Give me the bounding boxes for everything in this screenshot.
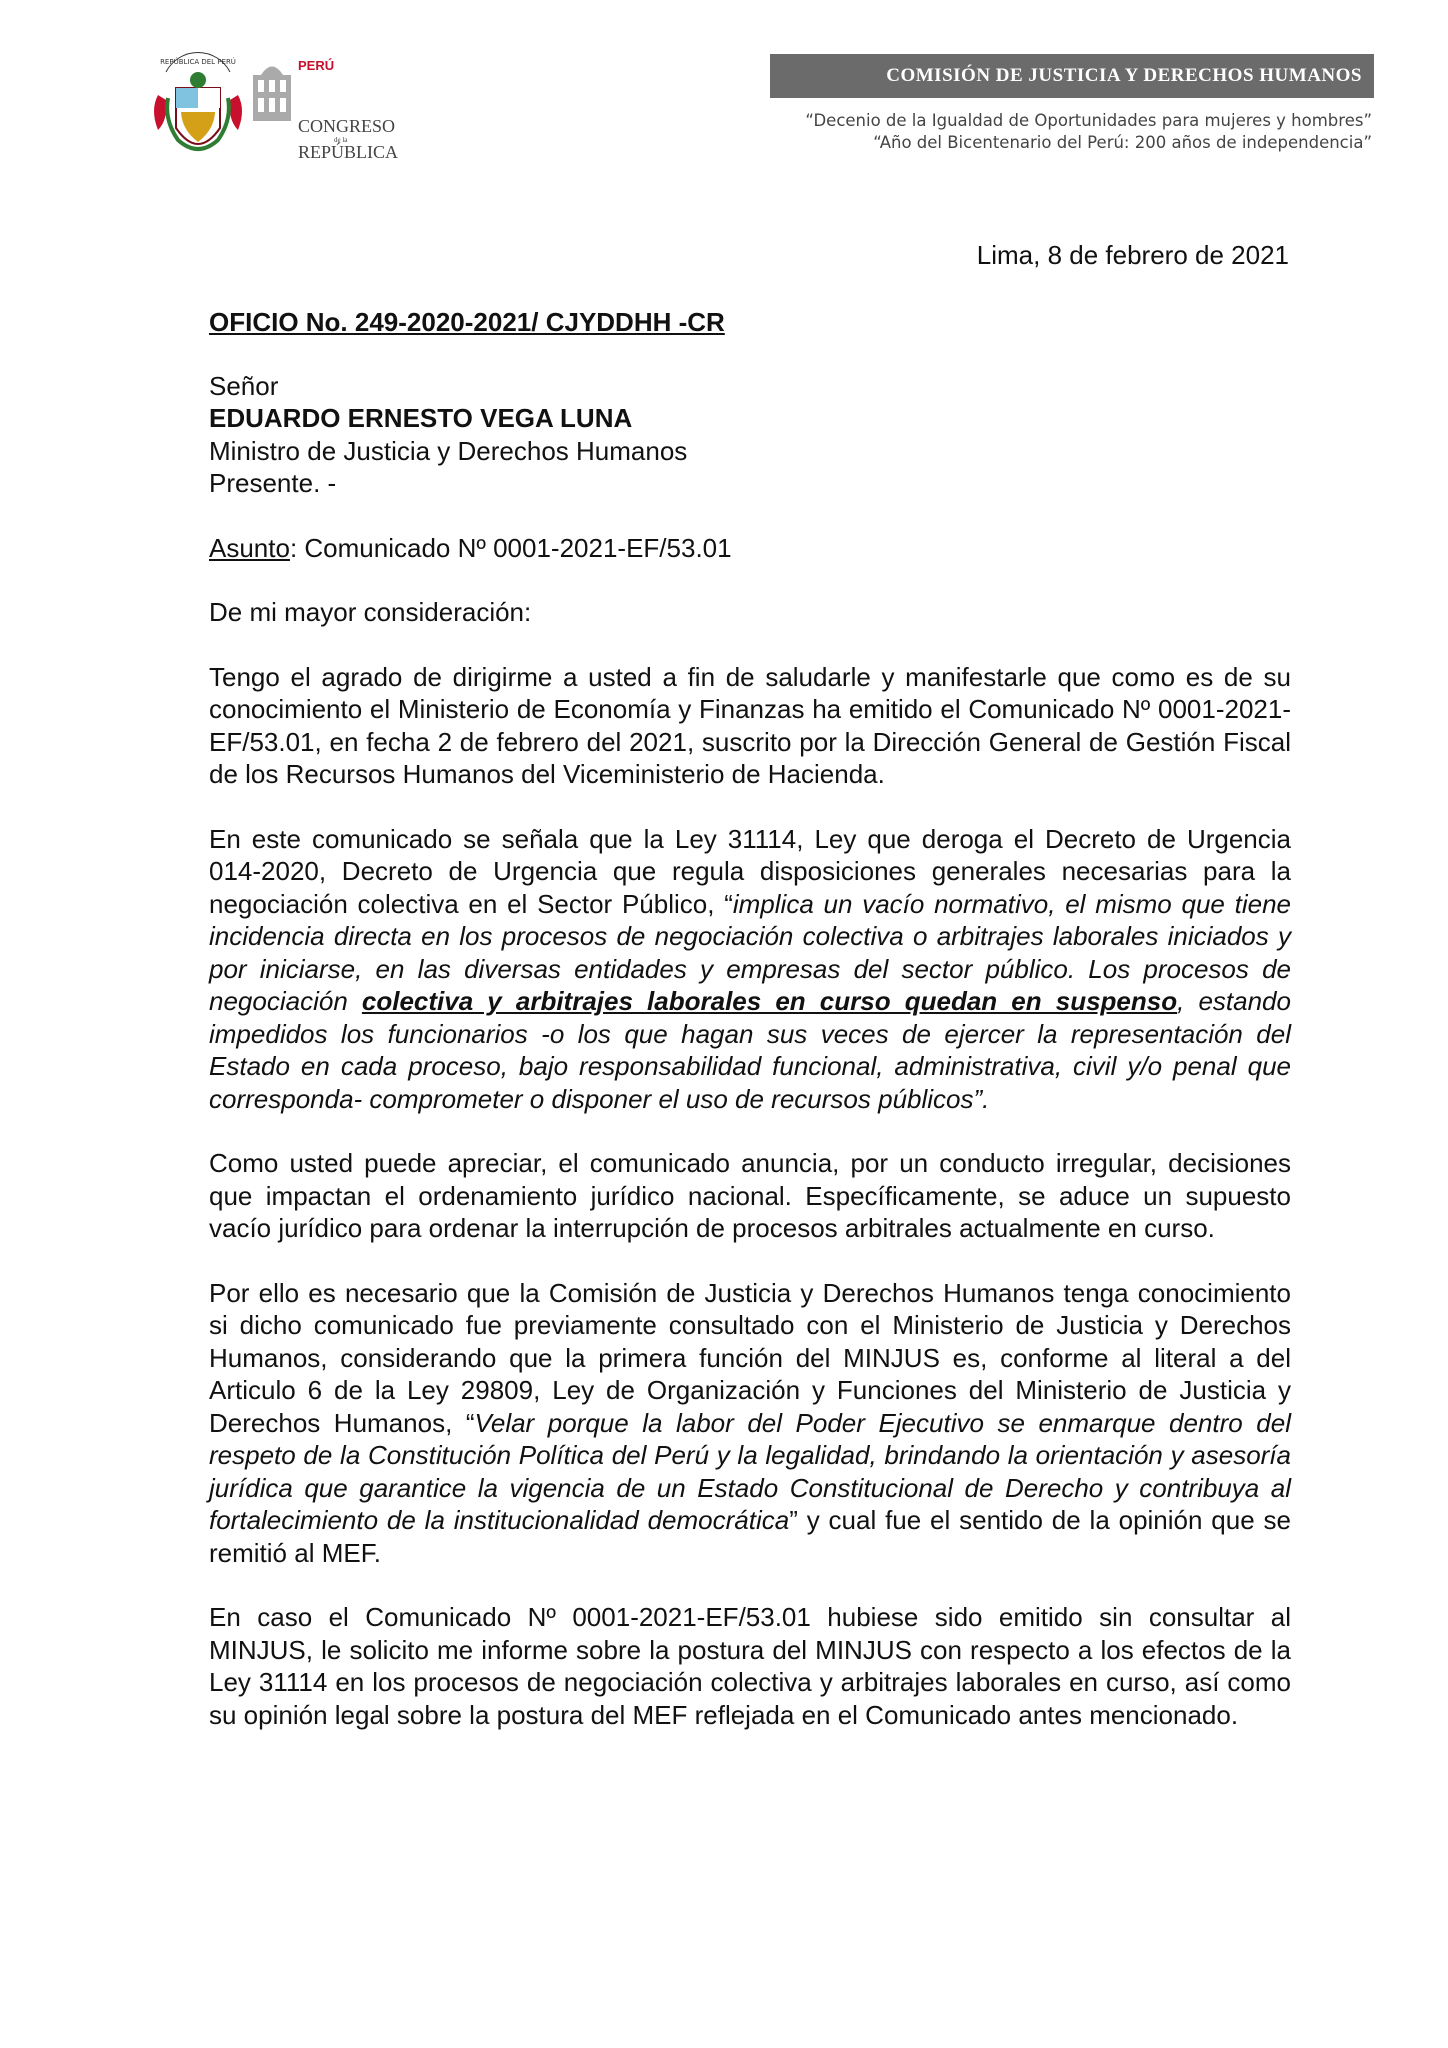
paragraph-4-part-c: ” y cual fue el sentido de la opinión que se remitió al MEF.	[209, 1505, 1291, 1568]
paragraph-2-quote-end: , estando impedidos los funcionarios -o los que hagan sus veces de ejercer la representación del Estado en cada proceso, bajo responsabilidad funcional, administrativa, civil y/o penal que corresponda- comprometer o disponer el uso de recursos públicos”.	[209, 986, 1291, 1114]
greeting: De mi mayor consideración:	[209, 597, 532, 627]
decade-line-1: “Decenio de la Igualdad de Oportunidades para mujeres y hombres”	[805, 111, 1372, 130]
header-logos	[148, 50, 399, 175]
paragraph-2-part-a: En este comunicado se señala que la Ley 31114, Ley que deroga el Decreto de Urgencia 014-2020, Decreto de Urgencia que regula disposiciones generales necesarias para la negociación colectiva en el Sector Público, “	[209, 823, 1291, 919]
paragraph-4-quote: Velar porque la labor del Poder Ejecutivo se enmarque dentro del respeto de la Constitución Política del Perú y la legalidad, brindando la orientación y asesoría jurídica que garantice la vigencia de un Estado Constitucional de Derecho y contribuya al fortalecimiento de la institucionalidad democrática	[209, 1407, 1291, 1535]
paragraph-4	[209, 1277, 1291, 1570]
salutation: Señor	[209, 370, 279, 401]
subject-line	[209, 532, 1291, 565]
oficio-reference: OFICIO No. 249-2020-2021/ CJYDDHH -CR	[209, 307, 725, 337]
seal-caption: REPÚBLICA DEL PERÚ	[160, 58, 236, 66]
congreso-peru-label: PERÚ	[298, 58, 335, 73]
paragraph-3: Como usted puede apreciar, el comunicado anuncia, por un conducto irregular, decisiones que impactan el ordenamiento jurídico nacional. Específicamente, se aduce un supuesto vacío jurídico para ordenar la interrupción de procesos arbitrales actualmente en curso.	[209, 1148, 1291, 1243]
letter-date: Lima, 8 de febrero de 2021	[976, 240, 1289, 270]
addressee-name: EDUARDO ERNESTO VEGA LUNA	[209, 403, 633, 433]
subject-text: : Comunicado Nº 0001-2021-EF/53.01	[289, 532, 732, 563]
congreso-name-1: CONGRESO	[298, 116, 396, 136]
coat-of-arms-icon	[148, 50, 399, 175]
decade-motto	[805, 110, 1372, 154]
paragraph-2	[209, 823, 1291, 1116]
congreso-name-2: REPÚBLICA	[298, 142, 399, 162]
congreso-building-icon	[253, 67, 291, 122]
paragraph-2-emphasis: colectiva y arbitrajes laborales en curso quedan en suspenso	[361, 986, 1178, 1016]
presente: Presente. -	[209, 468, 337, 498]
paragraph-5: En caso el Comunicado Nº 0001-2021-EF/53.01 hubiese sido emitido sin consultar al MINJUS, le solicito me informe sobre la postura del MINJUS con respecto a los efectos de la Ley 31114 en los procesos de negociación colectiva y arbitrajes laborales en curso, así como su opinión legal sobre la postura del MEF reflejada en el Comunicado antes mencionado.	[209, 1602, 1291, 1730]
paragraph-4-part-a: Por ello es necesario que la Comisión de Justicia y Derechos Humanos tenga conocimiento si dicho comunicado fue previamente consultado con el Ministerio de Justicia y Derechos Humanos, considerando que la primera función del MINJUS es, conforme al literal a del Articulo 6 de la Ley 29809, Ley de Organización y Funciones del Ministerio de Justicia y Derechos Humanos, “	[209, 1277, 1291, 1438]
paragraph-2-quote: implica un vacío normativo, el mismo que tiene incidencia directa en los procesos de negociación colectiva o arbitrajes laborales iniciados y por iniciarse, en las diversas entidades y empresas del sector público. Los procesos de negociación	[209, 888, 1291, 1016]
congreso-name-de: de la	[334, 136, 348, 144]
addressee-title: Ministro de Justicia y Derechos Humanos	[209, 435, 688, 466]
decade-line-2: “Año del Bicentenario del Perú: 200 años de independencia”	[873, 133, 1372, 152]
peru-shield-icon	[154, 52, 242, 149]
commission-banner-text: COMISIÓN DE JUSTICIA Y DERECHOS HUMANOS	[886, 65, 1362, 86]
letter-body	[209, 306, 1291, 1731]
commission-banner	[770, 54, 1374, 98]
addressee-block	[209, 370, 1291, 500]
subject-label: Asunto	[209, 532, 290, 563]
paragraph-1: Tengo el agrado de dirigirme a usted a fin de saludarle y manifestarle que como es de su conocimiento el Ministerio de Economía y Finanzas ha emitido el Comunicado Nº 0001-2021-EF/53.01, en fecha 2 de febrero del 2021, suscrito por la Dirección General de Gestión Fiscal de los Recursos Humanos del Viceministerio de Hacienda.	[209, 661, 1291, 789]
